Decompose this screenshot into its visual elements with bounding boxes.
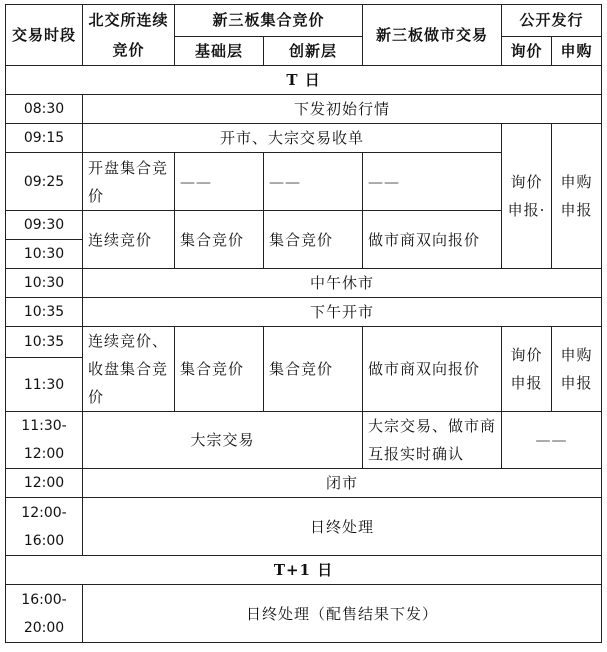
mm-confirm: 大宗交易、做市商互报实时确认 bbox=[363, 412, 502, 469]
header-public-issue: 公开发行 bbox=[502, 5, 602, 37]
event-0915: 开市、大宗交易收单 bbox=[83, 124, 502, 153]
table-row bbox=[6, 124, 602, 153]
time-0830: 08:30 bbox=[6, 95, 83, 124]
section-row-t-day bbox=[6, 66, 602, 95]
time-0915: 09:15 bbox=[6, 124, 83, 153]
time-1130-end: 11:30 bbox=[6, 358, 83, 412]
event-1200: 闭市 bbox=[83, 469, 602, 498]
event-1030: 中午休市 bbox=[83, 269, 602, 298]
innov-1035: 集合竞价 bbox=[264, 327, 363, 412]
header-row-1 bbox=[6, 5, 602, 37]
table-row bbox=[6, 95, 602, 124]
bse-0930: 连续竞价 bbox=[83, 211, 175, 269]
header-market-making: 新三板做市交易 bbox=[363, 5, 502, 66]
block-trade: 大宗交易 bbox=[83, 412, 363, 469]
time-0930: 09:30 bbox=[6, 211, 83, 240]
header-innovation-layer: 创新层 bbox=[264, 36, 363, 65]
basic-0930: 集合竞价 bbox=[175, 211, 264, 269]
basic-1035: 集合竞价 bbox=[175, 327, 264, 412]
header-basic-layer: 基础层 bbox=[175, 36, 264, 65]
bse-0925: 开盘集合竞价 bbox=[83, 153, 175, 211]
time-1200-1600: 12:00-16:00 bbox=[6, 498, 83, 556]
event-2000: 日终处理（配售结果下发） bbox=[83, 585, 602, 643]
bse-1035: 连续竞价、收盘集合竞价 bbox=[83, 327, 175, 412]
table-row bbox=[6, 469, 602, 498]
time-1600-2000: 16:00-20:00 bbox=[6, 585, 83, 643]
trading-schedule-table bbox=[5, 4, 602, 643]
mm-0930: 做市商双向报价 bbox=[363, 211, 502, 269]
event-1035: 下午开市 bbox=[83, 298, 602, 327]
section-t1-day: T+1 日 bbox=[6, 556, 602, 585]
section-row-t1-day bbox=[6, 556, 602, 585]
table-row bbox=[6, 498, 602, 556]
table-row bbox=[6, 298, 602, 327]
table-row bbox=[6, 269, 602, 298]
header-subscribe: 申购 bbox=[552, 36, 602, 65]
section-t-day: T 日 bbox=[6, 66, 602, 95]
innov-0930: 集合竞价 bbox=[264, 211, 363, 269]
time-1130: 11:30-12:00 bbox=[6, 412, 83, 469]
table-row bbox=[6, 585, 602, 643]
header-neeq-auction: 新三板集合竞价 bbox=[175, 5, 363, 37]
time-1035: 10:35 bbox=[6, 298, 83, 327]
afternoon-subscribe: 申购申报 bbox=[552, 327, 602, 412]
mm-0925: —— bbox=[363, 153, 502, 211]
issue-1130: —— bbox=[502, 412, 602, 469]
morning-inquiry: 询价申报· bbox=[502, 124, 552, 269]
innov-0925: —— bbox=[264, 153, 363, 211]
morning-subscribe: 申购申报 bbox=[552, 124, 602, 269]
header-period: 交易时段 bbox=[6, 5, 83, 66]
time-1200: 12:00 bbox=[6, 469, 83, 498]
header-inquiry: 询价 bbox=[502, 36, 552, 65]
time-1035-start: 10:35 bbox=[6, 327, 83, 358]
time-0925: 09:25 bbox=[6, 153, 83, 211]
mm-1035: 做市商双向报价 bbox=[363, 327, 502, 412]
header-bse: 北交所连续竞价 bbox=[83, 5, 175, 66]
event-0830: 下发初始行情 bbox=[83, 95, 602, 124]
trading-schedule bbox=[5, 4, 602, 643]
time-1030-end: 10:30 bbox=[6, 240, 83, 269]
event-1600: 日终处理 bbox=[83, 498, 602, 556]
afternoon-inquiry: 询价申报 bbox=[502, 327, 552, 412]
table-row bbox=[6, 327, 602, 358]
time-1030: 10:30 bbox=[6, 269, 83, 298]
basic-0925: —— bbox=[175, 153, 264, 211]
table-row bbox=[6, 412, 602, 469]
